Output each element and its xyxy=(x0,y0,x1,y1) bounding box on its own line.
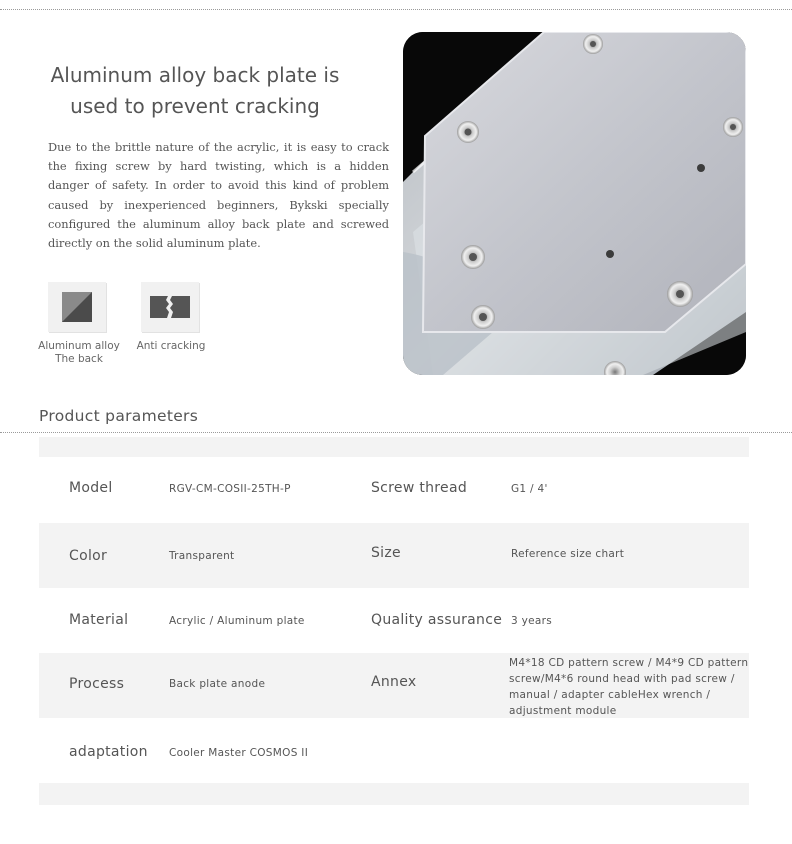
feature-title xyxy=(40,60,350,122)
top-divider xyxy=(0,9,792,10)
feature-title-line-2: used to prevent cracking xyxy=(70,94,320,118)
param-label: Color xyxy=(69,548,108,564)
param-label: Screw thread xyxy=(371,480,468,496)
aluminum-plate-icon xyxy=(48,282,106,332)
badge-label-line-1: Aluminum alloy xyxy=(38,340,120,352)
param-value: Acrylic / Aluminum plate xyxy=(169,615,305,627)
table-band xyxy=(39,437,749,457)
param-value: 3 years xyxy=(511,615,553,627)
badge-label xyxy=(34,340,124,366)
badge-label-line-2: The back xyxy=(55,353,103,365)
feature-title-line-1: Aluminum alloy back plate is xyxy=(50,63,340,87)
section-divider xyxy=(0,432,792,433)
table-band xyxy=(39,783,749,805)
param-value: Back plate anode xyxy=(169,678,266,690)
param-label: Size xyxy=(371,545,401,561)
badge-anti-cracking xyxy=(128,282,214,353)
badge-label xyxy=(128,340,214,353)
badge-aluminum-back xyxy=(34,282,124,366)
param-label: adaptation xyxy=(69,744,148,760)
badge-label-line-1: Anti cracking xyxy=(136,340,206,352)
param-value: Cooler Master COSMOS II xyxy=(169,747,309,759)
param-label: Process xyxy=(69,676,125,692)
param-label: Model xyxy=(69,480,113,496)
param-value: RGV-CM-COSII-25TH-P xyxy=(169,483,291,495)
param-value: Transparent xyxy=(169,550,235,562)
param-label: Annex xyxy=(371,674,417,690)
section-title: Product parameters xyxy=(39,407,199,425)
param-value: Reference size chart xyxy=(511,548,625,560)
anti-crack-icon xyxy=(141,282,199,332)
param-label: Material xyxy=(69,612,129,628)
param-value: G1 / 4' xyxy=(511,483,548,495)
param-value-annex: M4*18 CD pattern screw / M4*9 CD pattern screw/M4*6 round head with pad screw / manual / adapter cableHex wrench / adjustment module xyxy=(509,657,749,717)
product-photo xyxy=(403,32,746,375)
param-label: Quality assurance xyxy=(371,612,503,628)
feature-description: Due to the brittle nature of the acrylic, it is easy to crack the fixing screw by hard twisting, which is a hidden danger of safety. In order to avoid this kind of problem caused by inexperienced beginners, Bykski specially configured the aluminum alloy back plate and screwed directly on the solid aluminum plate. xyxy=(48,140,389,251)
